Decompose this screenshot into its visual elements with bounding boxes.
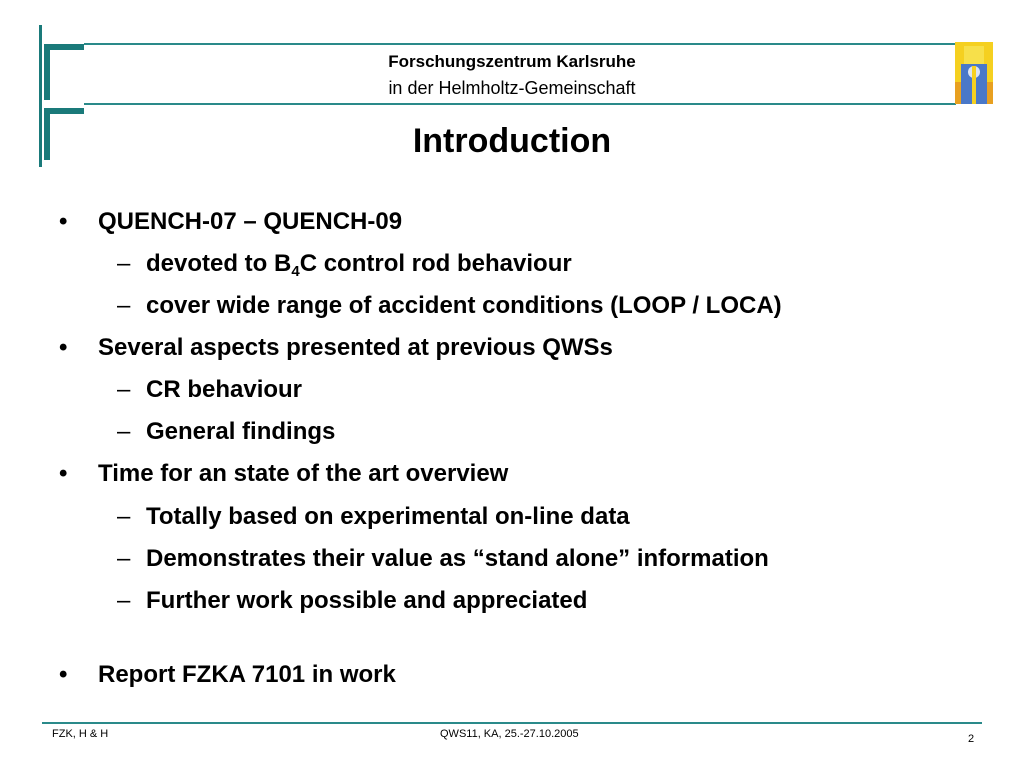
bullet-marker: • xyxy=(59,661,68,688)
org-name: Forschungszentrum Karlsruhe xyxy=(388,52,636,71)
footer-rule xyxy=(42,722,982,724)
dash-marker: – xyxy=(117,376,131,403)
header-top-rule xyxy=(84,43,956,45)
header-bottom-rule xyxy=(84,103,956,105)
helmholtz-logo xyxy=(955,42,993,104)
dash-marker: – xyxy=(117,587,131,614)
page-number: 2 xyxy=(968,733,975,745)
org-subtitle: in der Helmholtz-Gemeinschaft xyxy=(388,78,636,98)
bullet-marker: • xyxy=(59,334,68,361)
dash-marker: – xyxy=(117,292,131,319)
bullet-marker: • xyxy=(59,208,68,235)
footer-left: FZK, H & H xyxy=(52,728,109,740)
fzk-corner-logo xyxy=(0,0,100,170)
dash-marker: – xyxy=(117,418,131,445)
dash-marker: – xyxy=(117,503,131,530)
dash-marker: – xyxy=(117,250,131,277)
bullet-marker: • xyxy=(59,460,68,487)
slide-title: Introduction xyxy=(412,122,612,160)
dash-marker: – xyxy=(117,545,131,572)
footer-center: QWS11, KA, 25.-27.10.2005 xyxy=(440,728,579,740)
